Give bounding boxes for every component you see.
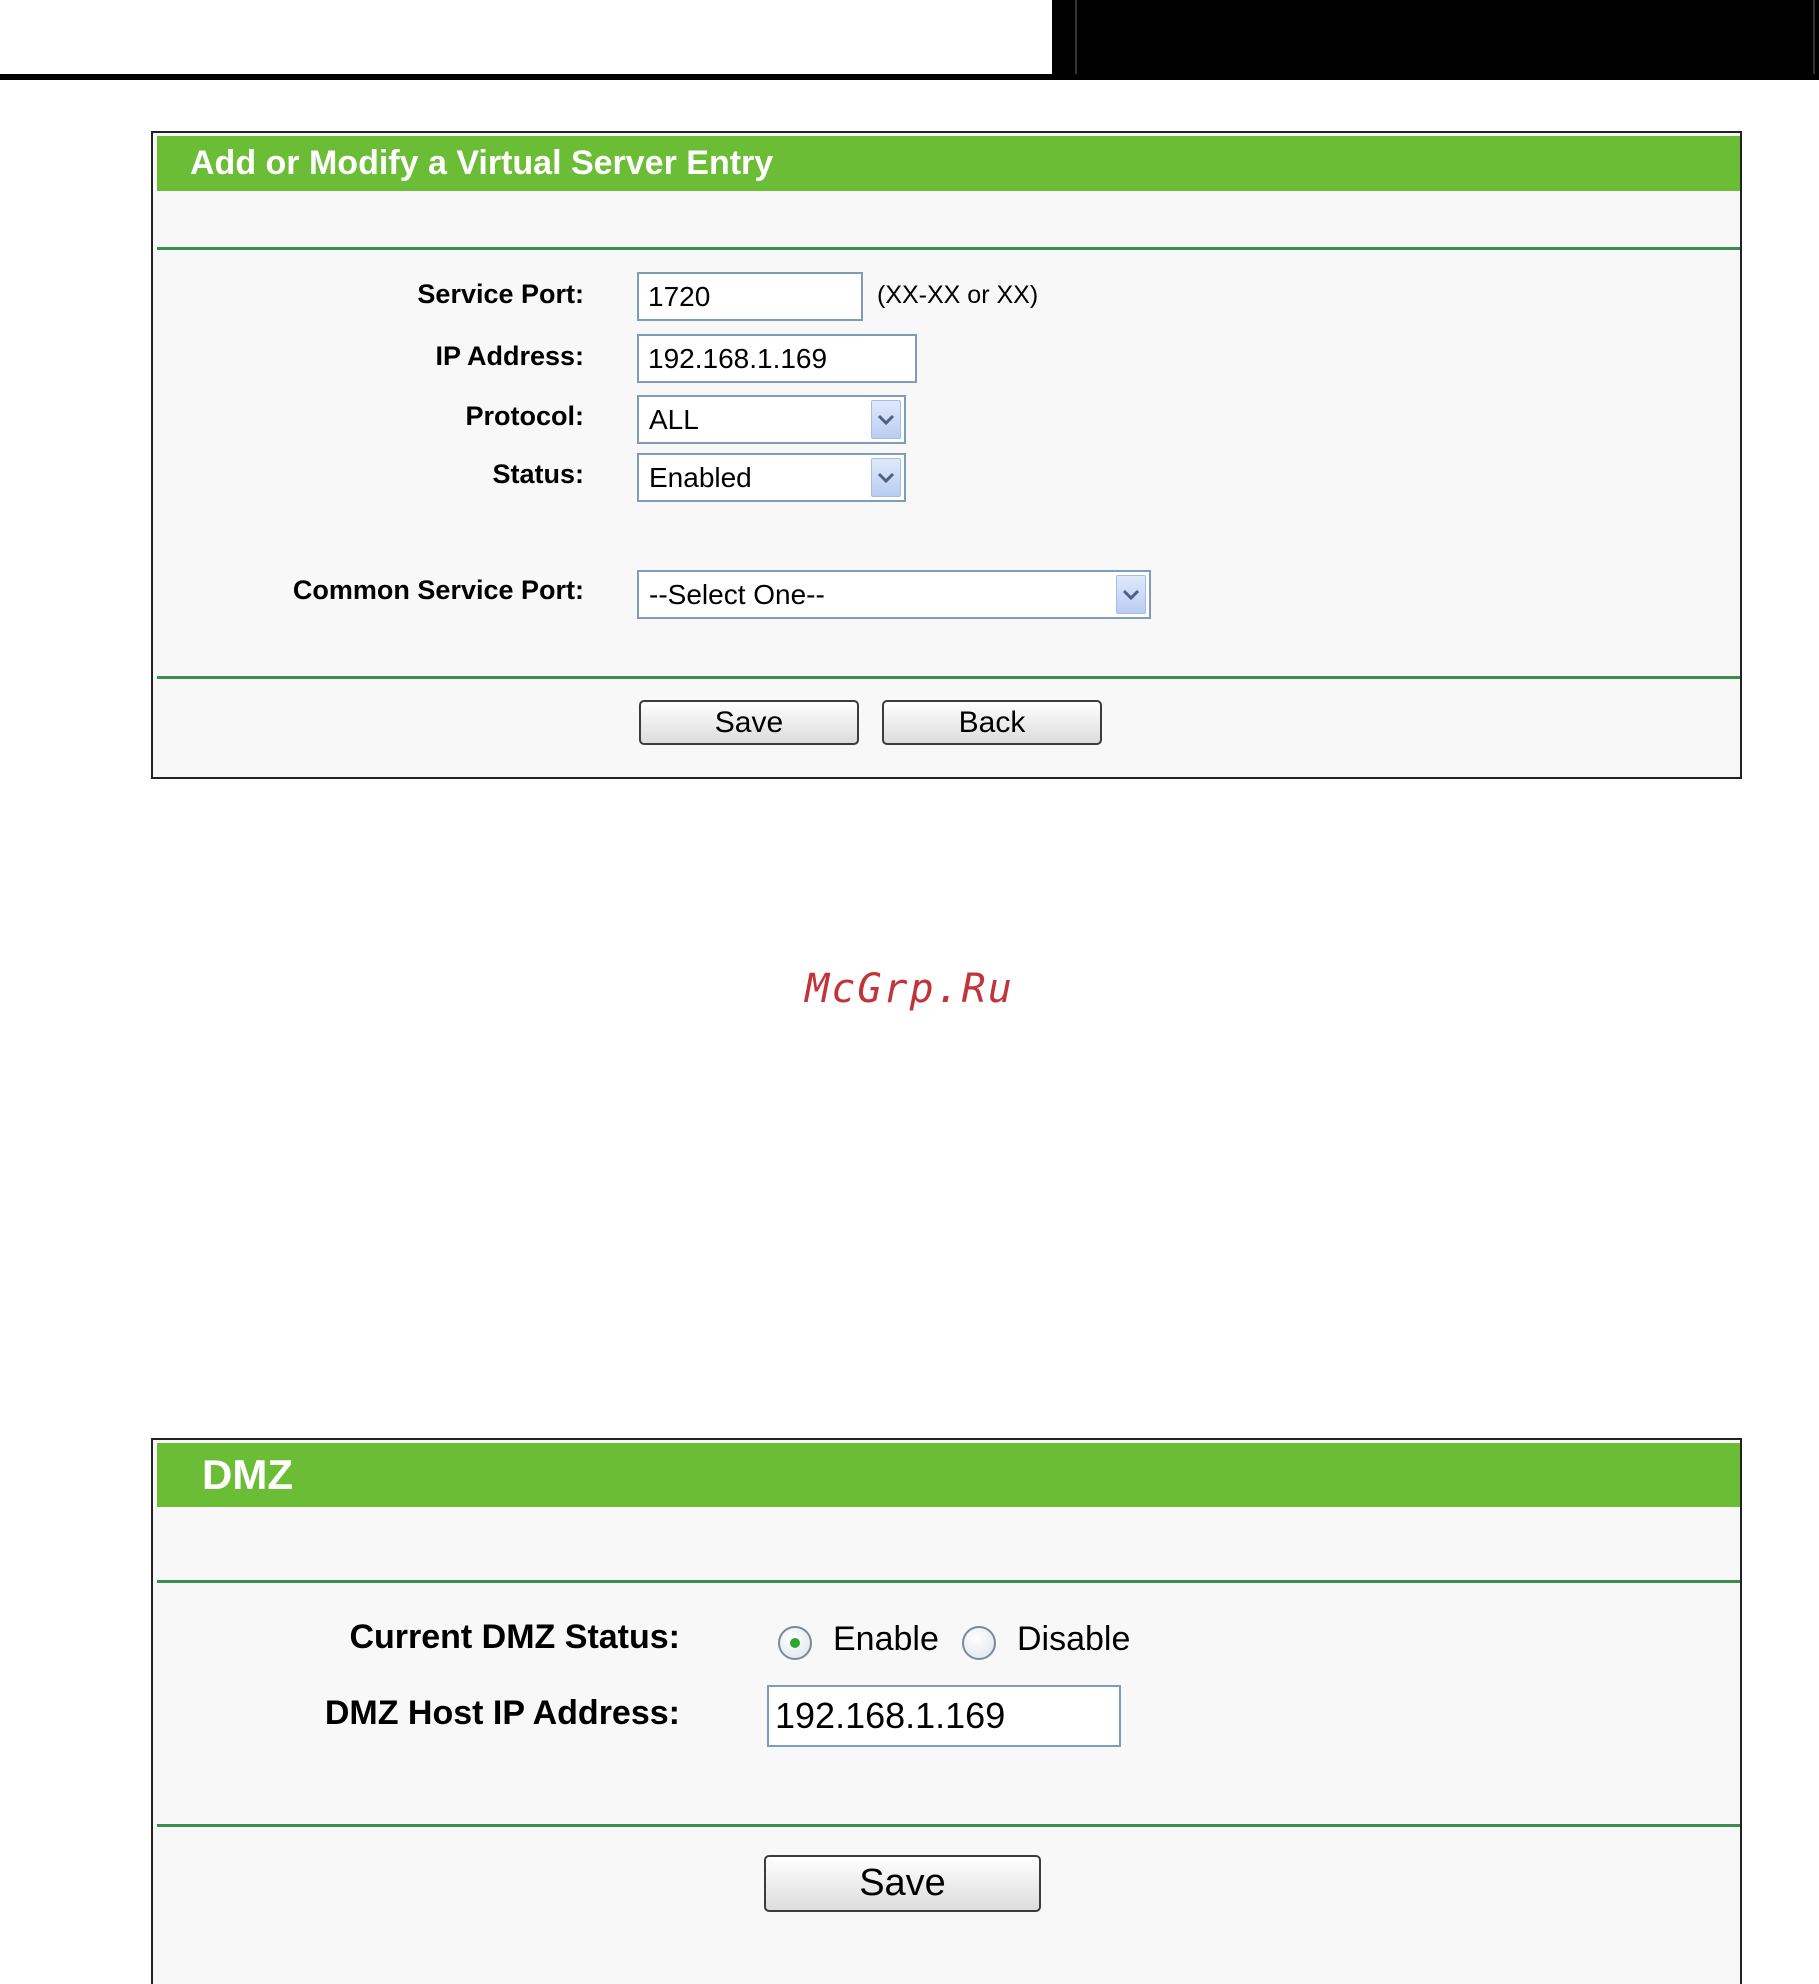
current-dmz-status-label: Current DMZ Status: bbox=[349, 1618, 680, 1656]
panel-title: DMZ bbox=[157, 1443, 1740, 1507]
radio-checked-icon[interactable] bbox=[778, 1626, 812, 1660]
dmz-host-ip-input[interactable]: 192.168.1.169 bbox=[767, 1685, 1121, 1747]
enable-radio-label[interactable]: Enable bbox=[833, 1620, 939, 1658]
status-select[interactable] bbox=[637, 453, 906, 502]
dmz-host-ip-label: DMZ Host IP Address: bbox=[324, 1694, 680, 1732]
protocol-select[interactable] bbox=[637, 395, 906, 444]
dmz-save-button[interactable]: Save bbox=[764, 1855, 1041, 1912]
disable-radio-label[interactable]: Disable bbox=[1017, 1620, 1131, 1658]
status-label: Status: bbox=[492, 459, 584, 489]
service-port-input[interactable]: 1720 bbox=[637, 272, 863, 321]
protocol-selected: ALL bbox=[649, 403, 699, 435]
header-separator bbox=[1813, 0, 1815, 74]
save-button[interactable]: Save bbox=[639, 700, 859, 745]
watermark-logo: McGrp.Ru bbox=[805, 966, 1014, 1012]
divider bbox=[157, 1824, 1740, 1827]
ip-address-input[interactable]: 192.168.1.169 bbox=[637, 334, 917, 383]
divider bbox=[157, 247, 1740, 250]
panel-title: Add or Modify a Virtual Server Entry bbox=[157, 136, 1740, 191]
radio-unchecked-icon[interactable] bbox=[962, 1626, 996, 1660]
back-button[interactable]: Back bbox=[882, 700, 1102, 745]
service-port-hint: (XX-XX or XX) bbox=[877, 281, 1039, 309]
common-service-port-selected: --Select One-- bbox=[649, 578, 825, 610]
dmz-panel bbox=[151, 1438, 1742, 1984]
service-port-label: Service Port: bbox=[417, 279, 584, 309]
header-separator bbox=[1075, 0, 1077, 74]
divider bbox=[157, 1580, 1740, 1583]
chevron-down-icon[interactable] bbox=[1116, 575, 1146, 614]
divider bbox=[157, 676, 1740, 679]
ip-address-label: IP Address: bbox=[435, 341, 584, 371]
common-service-port-label: Common Service Port: bbox=[292, 575, 584, 605]
common-service-port-select[interactable] bbox=[637, 570, 1151, 619]
status-selected: Enabled bbox=[649, 461, 752, 493]
virtual-server-panel bbox=[151, 131, 1742, 779]
chevron-down-icon[interactable] bbox=[871, 458, 901, 497]
protocol-label: Protocol: bbox=[465, 401, 584, 431]
chevron-down-icon[interactable] bbox=[871, 400, 901, 439]
header-black-bar bbox=[1052, 0, 1819, 78]
